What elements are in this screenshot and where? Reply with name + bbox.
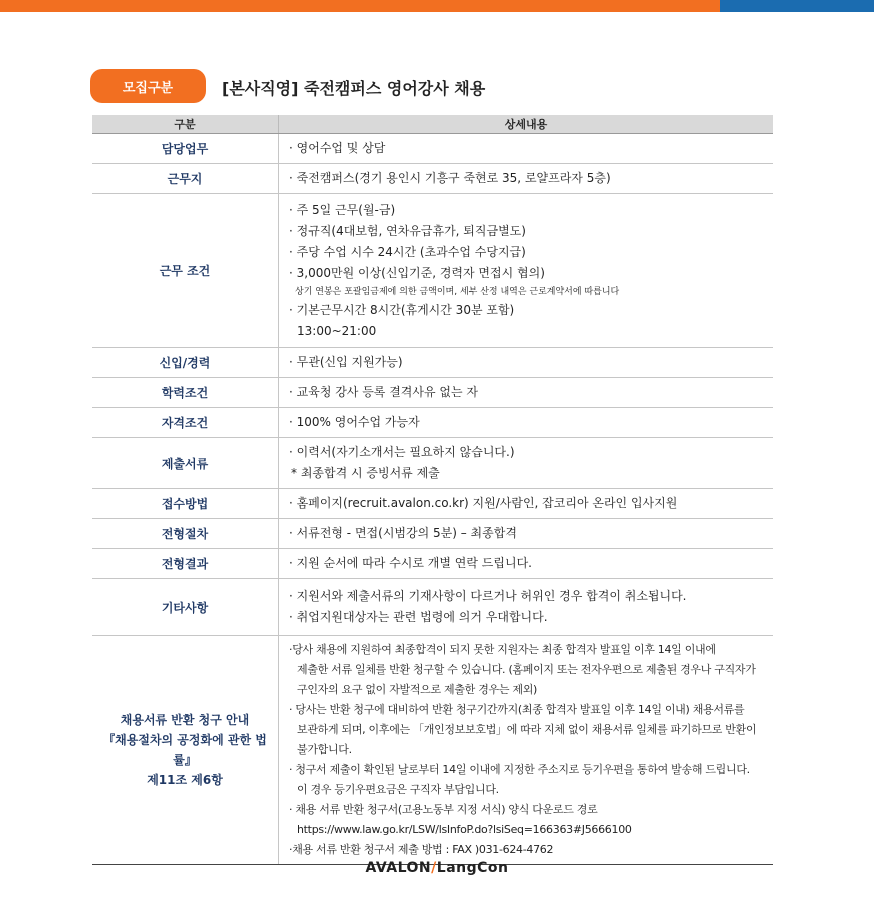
detail-line: · 교육청 강사 등록 결격사유 없는 자: [289, 385, 478, 399]
work-hours: 13:00~21:00: [297, 323, 377, 338]
row-label-experience: 신입/경력: [92, 348, 279, 378]
detail-line: · 취업지원대상자는 관련 법령에 의거 우대합니다.: [289, 610, 548, 624]
header-details: 상세내용: [279, 115, 774, 134]
row-label-application: 접수방법: [92, 489, 279, 519]
table-row: [92, 378, 773, 408]
row-label-documents: 제출서류: [92, 438, 279, 489]
row-detail: [279, 438, 774, 489]
row-label-document-return: [92, 636, 279, 865]
table-header-row: [92, 115, 773, 134]
row-label-qualification: 자격조건: [92, 408, 279, 438]
table-row: [92, 579, 773, 636]
table-row: [92, 438, 773, 489]
detail-line: · 죽전캠퍼스(경기 용인시 기흥구 죽현로 35, 로얄프라자 5층): [289, 171, 611, 185]
row-detail: [279, 549, 774, 579]
form-download-link[interactable]: https://www.law.go.kr/LSW/lsInfoP.do?lsiSeq=166363#J5666100: [297, 823, 632, 836]
header-category: 구분: [92, 115, 279, 134]
row-detail: [279, 348, 774, 378]
detail-line: · 100% 영어수업 가능자: [289, 415, 420, 429]
row-detail: [279, 579, 774, 636]
table-row: [92, 519, 773, 549]
row-detail: [279, 519, 774, 549]
detail-line: · 무관(신입 지원가능): [289, 355, 403, 369]
row-label-conditions: 근무 조건: [92, 194, 279, 348]
detail-line: · 주당 수업 시수 24시간 (초과수업 수당지급): [289, 244, 526, 259]
detail-line: · 홈페이지(recruit.avalon.co.kr) 지원/사람인, 잡코리아 온라인 입사지원: [289, 496, 678, 510]
detail-line: · 영어수업 및 상담: [289, 141, 386, 155]
section-badge: 모집구분: [90, 69, 206, 103]
detail-line: ·채용 서류 반환 청구서 제출 방법 : FAX )031-624-4762: [289, 843, 554, 856]
avalon-langcon-logo: [0, 860, 874, 876]
table-row: [92, 549, 773, 579]
row-label-location: 근무지: [92, 164, 279, 194]
detail-line: · 주 5일 근무(월-금): [289, 202, 396, 217]
table-row: [92, 194, 773, 348]
detail-line: · 3,000만원 이상(신입기준, 경력자 면접시 협의): [289, 265, 545, 280]
top-bar-blue: [720, 0, 874, 12]
return-label-line: 제11조 제6항: [147, 773, 223, 787]
detail-line: · 청구서 제출이 확인된 날로부터 14일 이내에 지정한 주소지로 등기우편을 통하여 발송해 드립니다.: [289, 763, 750, 776]
detail-line: 이 경우 등기우편요금은 구직자 부담입니다.: [297, 783, 499, 796]
section-title: [본사직영] 죽전캠퍼스 영어강사 채용: [222, 79, 486, 98]
detail-line: * 최종합격 시 증빙서류 제출: [291, 466, 440, 480]
row-detail: [279, 408, 774, 438]
row-detail: [279, 164, 774, 194]
detail-line: 불가합니다.: [297, 743, 352, 756]
table-row: [92, 348, 773, 378]
row-detail: [279, 636, 774, 865]
detail-line: ·당사 채용에 지원하여 최종합격이 되지 못한 지원자는 최종 합격자 발표일 이후 14일 이내에: [289, 643, 716, 656]
row-label-result: 전형결과: [92, 549, 279, 579]
logo-separator: /: [431, 860, 437, 876]
salary-note: 상기 연봉은 포괄임금제에 의한 금액이며, 세부 산정 내역은 근로계약서에 따릅니다: [295, 286, 620, 297]
return-label-line: 『채용절차의 공정화에 관한 법률』: [103, 733, 267, 767]
table-row: [92, 636, 773, 865]
row-detail: [279, 134, 774, 164]
detail-line: · 기본근무시간 8시간(휴게시간 30분 포함): [289, 302, 515, 317]
row-label-education: 학력조건: [92, 378, 279, 408]
top-color-bar: [0, 0, 874, 12]
detail-line: 보관하게 되며, 이후에는 「개인정보보호법」에 따라 지체 없이 채용서류 일체를 파기하므로 반환이: [297, 723, 757, 736]
detail-line: · 정규직(4대보험, 연차유급휴가, 퇴직금별도): [289, 223, 526, 238]
table-row: [92, 489, 773, 519]
detail-line: · 이력서(자기소개서는 필요하지 않습니다.): [289, 445, 515, 459]
top-bar-orange: [0, 0, 720, 12]
detail-line: · 서류전형 - 면접(시범강의 5분) – 최종합격: [289, 526, 517, 540]
logo-avalon: AVALON: [365, 860, 432, 876]
row-detail: [279, 489, 774, 519]
detail-line: 구인자의 요구 없이 자발적으로 제출한 경우는 제외): [297, 683, 538, 696]
detail-line: · 지원 순서에 따라 수시로 개별 연락 드립니다.: [289, 556, 532, 570]
row-detail: [279, 194, 774, 348]
detail-line: · 당사는 반환 청구에 대비하여 반환 청구기간까지(최종 합격자 발표일 이후 14일 이내) 채용서류를: [289, 703, 745, 716]
detail-line: 제출한 서류 일체를 반환 청구할 수 있습니다. (홈페이지 또는 전자우편으로 제출된 경우나 구직자가: [297, 663, 756, 676]
return-label-line: 채용서류 반환 청구 안내: [120, 713, 250, 727]
table-row: [92, 134, 773, 164]
detail-line: · 지원서와 제출서류의 기재사항이 다르거나 허위인 경우 합격이 취소됩니다.: [289, 589, 687, 603]
row-detail: [279, 378, 774, 408]
recruitment-table: [92, 115, 773, 865]
row-label-duties: 담당업무: [92, 134, 279, 164]
detail-line: · 채용 서류 반환 청구서(고용노동부 지정 서식) 양식 다운로드 경로: [289, 803, 598, 816]
row-label-process: 전형절차: [92, 519, 279, 549]
table-row: [92, 164, 773, 194]
table-row: [92, 408, 773, 438]
logo-langcon: LangCon: [436, 860, 509, 876]
row-label-misc: 기타사항: [92, 579, 279, 636]
